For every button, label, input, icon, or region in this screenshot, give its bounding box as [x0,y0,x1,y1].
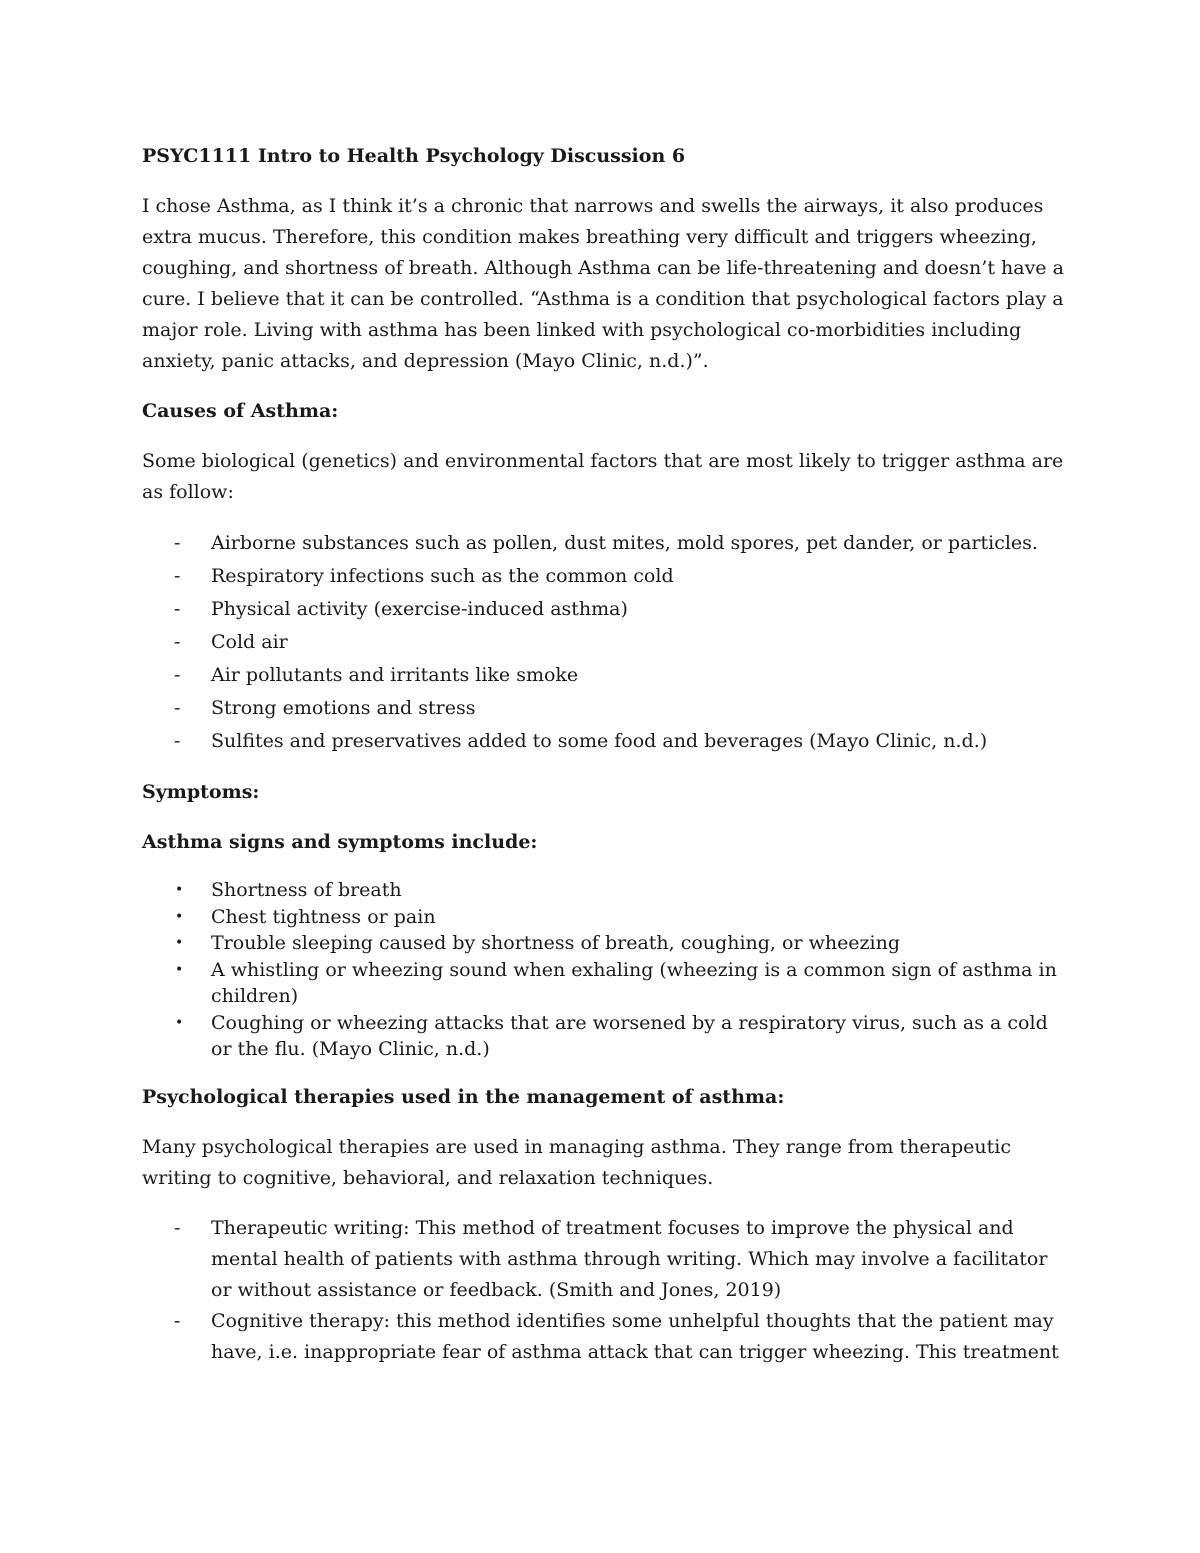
dash-marker: - [174,664,181,686]
bullet-marker: • [175,935,184,951]
list-item-text: Physical activity (exercise-induced asthma) [211,598,628,620]
dash-marker: - [174,730,181,752]
bullet-marker: • [175,908,184,925]
list-item-text: A whistling or wheezing sound when exhaling (wheezing is a common sign of asthma in children) [211,958,1057,1007]
list-item-text: Trouble sleeping caused by shortness of breath, coughing, or wheezing [211,932,901,954]
list-item-text: Cognitive therapy: this method identifies some unhelpful thoughts that the patient may have, i.e. inappropriate fear of asthma attack that can trigger wheezing. This treatment [211,1309,1059,1363]
list-item [142,957,1067,1010]
list-item-text: Shortness of breath [211,879,402,901]
therapies-heading: Psychological therapies used in the management of asthma: [142,1085,785,1108]
list-item-text: Chest tightness or pain [211,905,436,928]
symptoms-heading: Symptoms: [142,781,260,803]
dash-marker: - [174,697,181,719]
dash-marker: - [174,598,181,620]
list-item [142,1010,1067,1063]
dash-marker: - [174,1309,181,1332]
document-title: PSYC1111 Intro to Health Psychology Discussion 6 [142,145,686,167]
symptoms-list [142,877,1067,1063]
list-item [142,725,1067,758]
list-item [142,593,1067,626]
therapies-list [142,1213,1067,1368]
dash-marker: - [174,532,181,554]
intro-paragraph: I chose Asthma, as I think it’s a chronic that narrows and swells the airways, it also produces extra mucus. Therefore, this condition makes breathing very difficult and triggers wheezing, coughing, and shortness of breath. Although Asthma can be life-threatening and doesn’t have a cure. I believe that it can be controlled. “Asthma is a condition that psychological factors play a major role. Living with asthma has been linked with psychological co-morbidities including anxiety, panic attacks, and depression (Mayo Clinic, n.d.)”. [142,195,1064,372]
list-item-text: Respiratory infections such as the common cold [211,565,674,587]
list-item [142,527,1067,560]
causes-paragraph: Some biological (genetics) and environmental factors that are most likely to trigger asthma are as follow: [142,450,1064,503]
list-item [142,930,1067,957]
list-item-text: Strong emotions and stress [211,697,476,719]
symptoms-subheading: Asthma signs and symptoms include: [142,831,538,853]
bullet-marker: • [175,882,184,898]
list-item [142,560,1067,593]
list-item-text: Coughing or wheezing attacks that are worsened by a respiratory virus, such as a cold or the flu. (Mayo Clinic, n.d.) [211,1011,1048,1060]
list-item [142,1306,1067,1368]
bullet-marker: • [175,1014,184,1031]
list-item-text: Air pollutants and irritants like smoke [211,664,579,686]
list-item [142,626,1067,659]
causes-list [142,527,1067,758]
document-body [142,141,1067,1387]
causes-heading: Causes of Asthma: [142,400,339,422]
dash-marker: - [174,565,181,587]
dash-marker: - [174,631,181,653]
bullet-marker: • [175,961,184,978]
list-item [142,692,1067,725]
list-item-text: Airborne substances such as pollen, dust mites, mold spores, pet dander, or particles. [211,532,1038,554]
list-item-text: Sulfites and preservatives added to some food and beverages (Mayo Clinic, n.d.) [211,730,988,752]
list-item [142,1213,1067,1306]
dash-marker: - [174,1216,181,1239]
list-item [142,904,1067,931]
list-item-text: Therapeutic writing: This method of treatment focuses to improve the physical and mental health of patients with asthma through writing. Which may involve a facilitator or without assistance or feedback. (Smith and Jones, 2019) [211,1216,1048,1301]
therapies-paragraph: Many psychological therapies are used in managing asthma. They range from therapeutic writing to cognitive, behavioral, and relaxation techniques. [142,1135,1011,1189]
list-item [142,659,1067,692]
list-item [142,877,1067,904]
list-item-text: Cold air [211,631,288,653]
